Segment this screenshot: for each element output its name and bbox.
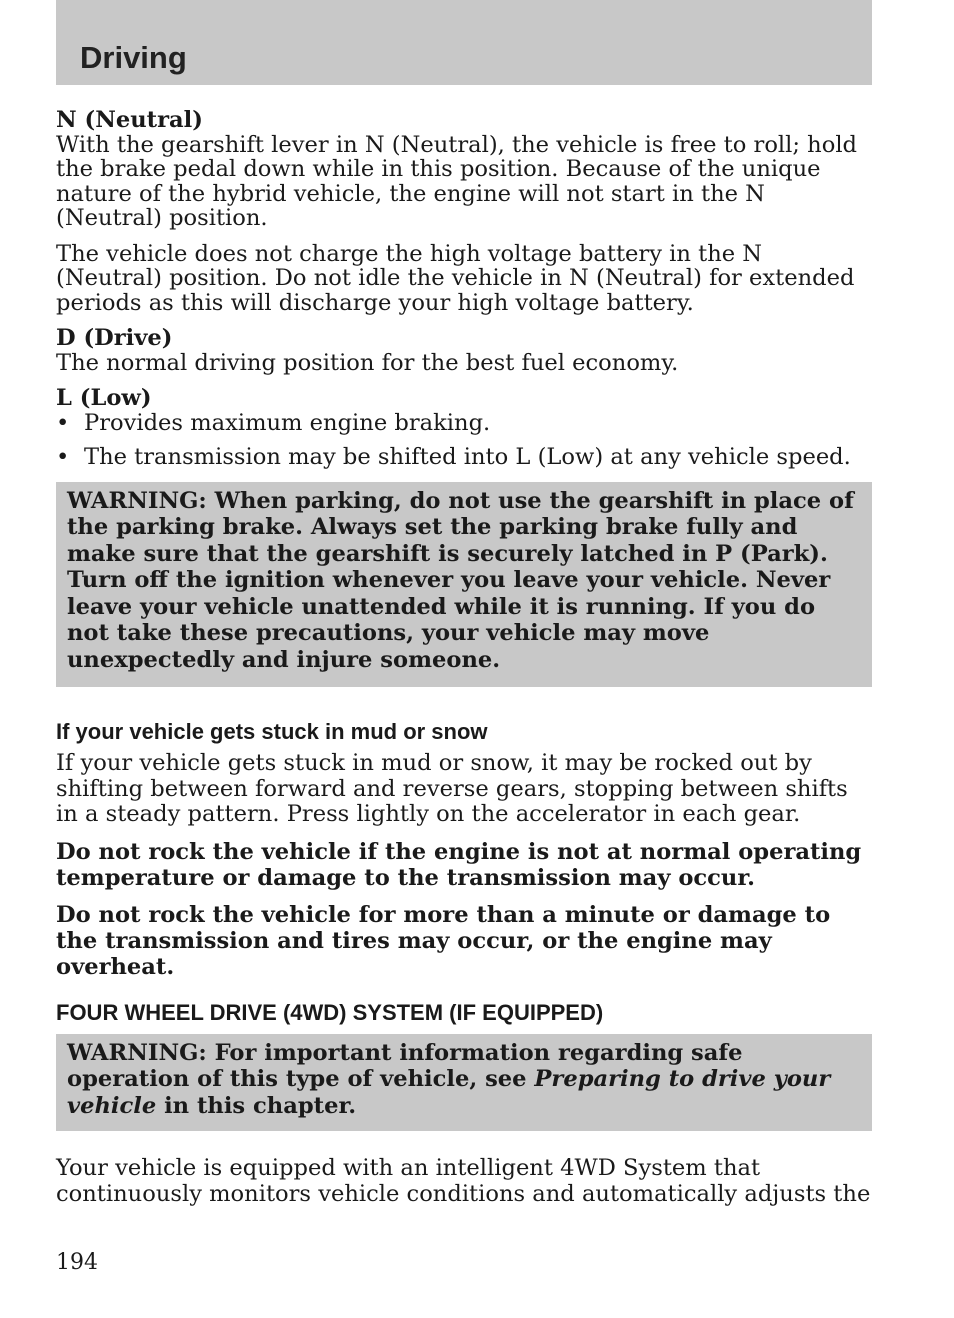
page-content (56, 108, 872, 1207)
bullet-text: The transmission may be shifted into L (Low) at any vehicle speed. (84, 444, 851, 470)
parking-warning-text: WARNING: When parking, do not use the gearshift in place of the parking brake. Always set the parking brake fully and make sure that the gearshift is securely latched in P (Park). Turn off the ignition whenever you leave your vehicle. Never leave your vehicle unattended while it is running. If you do not take these precautions, your vehicle may move unexpectedly and injure someone. (67, 487, 854, 673)
list-item (56, 445, 872, 470)
bullet-icon: • (56, 409, 70, 436)
fourwd-warning-prefix: WARNING: For important information regarding safe operation of this type of vehicle, see (67, 1039, 743, 1092)
neutral-heading: N (Neutral) (56, 107, 203, 133)
fourwd-paragraph: Your vehicle is equipped with an intelligent 4WD System that continuously monitors vehicle conditions and automatically adjusts the (56, 1155, 871, 1207)
bullet-icon: • (56, 444, 70, 470)
neutral-paragraph-2: The vehicle does not charge the high voltage battery in the N (Neutral) position. Do not idle the vehicle in N (Neutral) for extended periods as this will discharge your high voltage battery. (56, 240, 855, 316)
neutral-paragraph-1: With the gearshift lever in N (Neutral), the vehicle is free to roll; hold the brake pedal down while in this position. Because of the unique nature of the hybrid vehicle, the engine will not start in the N (Neutral) position. (56, 131, 858, 231)
parking-warning-box (56, 482, 872, 688)
drive-heading: D (Drive) (56, 325, 173, 351)
section-header-bar (56, 0, 872, 85)
stuck-heading: If your vehicle gets stuck in mud or snow (56, 719, 488, 744)
stuck-paragraph: If your vehicle gets stuck in mud or snow, it may be rocked out by shifting between forward and reverse gears, stopping between shifts in a steady pattern. Press lightly on the accelerator in each gear. (56, 750, 848, 827)
list-item (56, 411, 872, 436)
fourwd-warning-suffix: in this chapter. (156, 1092, 357, 1119)
section-title: Driving (80, 40, 187, 75)
fourwd-warning-reference: Preparing to drive your vehicle (67, 1066, 831, 1119)
stuck-caution-1: Do not rock the vehicle if the engine is not at normal operating temperature or damage to the transmission may occur. (56, 838, 862, 891)
bullet-text: Provides maximum engine braking. (84, 409, 491, 436)
stuck-caution-2: Do not rock the vehicle for more than a minute or damage to the transmission and tires may occur, or the engine may overheat. (56, 901, 831, 980)
drive-paragraph: The normal driving position for the best fuel economy. (56, 349, 679, 376)
low-heading: L (Low) (56, 385, 152, 411)
fourwd-warning-box (56, 1034, 872, 1132)
page-number: 194 (56, 1250, 98, 1275)
low-bullet-list (56, 411, 872, 470)
fourwd-heading: FOUR WHEEL DRIVE (4WD) SYSTEM (IF EQUIPPED) (56, 999, 604, 1025)
